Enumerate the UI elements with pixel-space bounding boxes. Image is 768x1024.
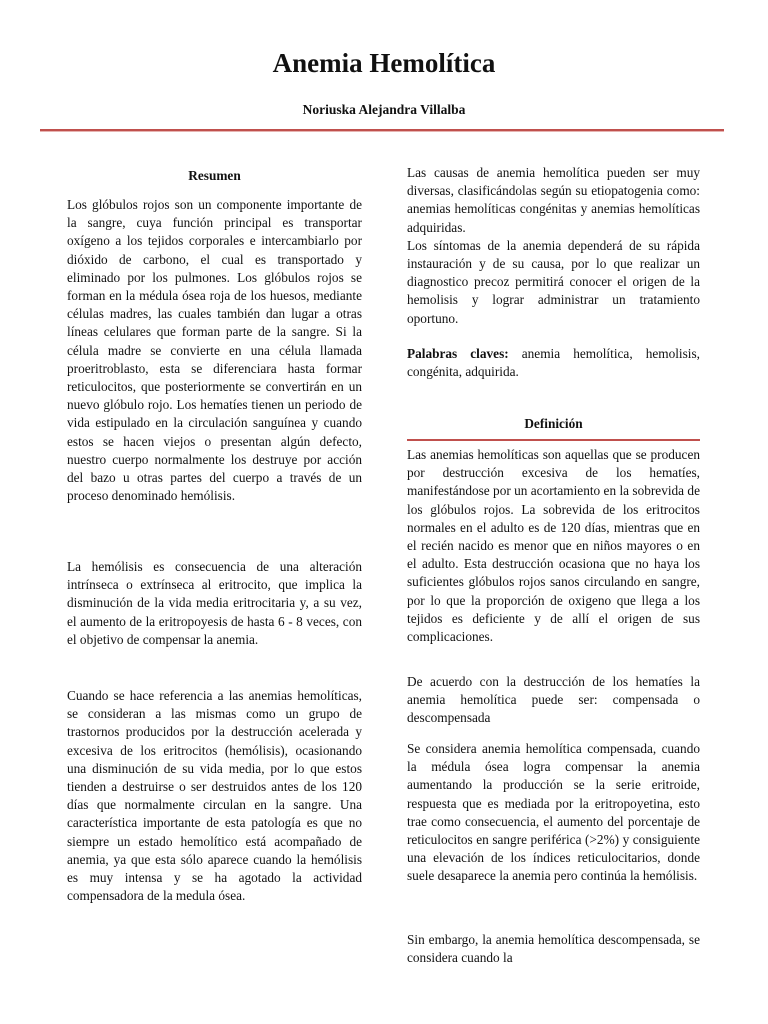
definicion-paragraph-3: Se considera anemia hemolítica compensada, cuando la médula ósea logra compensar la anemia aumentando la producción se la serie eritroide, respuesta que es mediada por la eritropoyetina, esto trae como consecuencia, el aumento del porcentaje de reticulocitos en sangre periférica (>2%) y consiguiente una elevación de los índices reticulocitarios, donde suele desaparece la anemia pero continúa la hemólisis. <box>407 741 700 884</box>
symptoms-paragraph: Los síntomas de la anemia dependerá de su rápida instauración y de su causa, por lo que realizar un diagnostico precoz permitirá conocer el origen de la hemolisis y lograr administrar un tratamiento oportuno. <box>407 237 700 326</box>
section-heading-resumen: Resumen <box>188 168 241 183</box>
definicion-paragraph-4: Sin embargo, la anemia hemolítica descompensada, se considera cuando la <box>407 932 700 966</box>
resumen-paragraph-1: Los glóbulos rojos son un componente importante de la sangre, cuya función principal es transportar oxígeno a los tejidos corporales e intercambiarlo por dióxido de carbono, el cual es transportado y eliminado por los pulmones. Los glóbulos rojos se forman en la médula ósea roja de los huesos, mediante células madres, las cuales también dan lugar a otras líneas celulares que forman parte de la sangre. Si la célula madre se convierte en una célula llamada proeritroblasto, esta se diferenciara hasta formar reticulocitos, que posteriormente se convertirán en un nuevo glóbulo rojo. Los hematíes tienen un periodo de vida estipulado en la circulación sanguínea y cuando estos se hacen viejos o presentan algún defecto, nuestro cuerpo normalmente los destruye por acción del bazo u otras partes del cuerpo a través de un proceso denominado hemólisis. <box>67 197 362 504</box>
definicion-paragraph-2: De acuerdo con la destrucción de los hematíes la anemia hemolítica puede ser: compensada o descompensada <box>407 674 700 726</box>
document-title: Anemia Hemolítica <box>272 48 496 78</box>
keywords-line <box>407 345 700 381</box>
author-name: Noriuska Alejandra Villalba <box>302 102 466 117</box>
keywords-text: anemia hemolítica, hemolisis, congénita, adquirida. <box>407 346 700 380</box>
resumen-paragraph-2: La hemólisis es consecuencia de una alteración intrínseca o extrínseca al eritrocito, que implica la disminución de la vida media eritrocitaria y, a su vez, el aumento de la eritropoyesis de hasta 6 - 8 veces, con el objetivo de compensar la anemia. <box>67 559 362 647</box>
resumen-paragraph-3: Cuando se hace referencia a las anemias hemolíticas, se consideran a las mismas como un grupo de trastornos producidos por la destrucción acelerada y excesiva de los eritrocitos (hemólisis), ocasionando una disminución de su vida media, por lo que estos tienden a destruirse o ser destruidos antes de los 120 días que normalmente circulan en la sangre. Una característica importante de esta patología es que no siempre un estado hemolítico está acompañado de anemia, ya que esta sólo aparece cuando la hemólisis es muy intensa y se ha agotado la actividad compensadora de la medula ósea. <box>67 688 362 904</box>
causes-paragraph: Las causas de anemia hemolítica pueden ser muy diversas, clasificándolas según su etiopatogenia como: anemias hemolíticas congénitas y anemias hemolíticas adquiridas. <box>407 165 700 235</box>
title-divider <box>40 129 724 132</box>
keywords-label: Palabras claves: <box>407 346 509 361</box>
definicion-paragraph-1: Las anemias hemolíticas son aquellas que se producen por destrucción excesiva de los hematíes, manifestándose por un acortamiento en la sobrevida de los glóbulos rojos. La sobrevida de los eritrocitos normales en el adulto es de 120 días, mientras que en el recién nacido es menor que en niños mayores o en el adulto. Esta destrucción ocasiona que no haya los suficientes glóbulos rojos sanos circulando en sangre, por lo que la proporción de oxigeno que llega a los tejidos es deficiente y de allí el origen de sus complicaciones. <box>407 447 700 645</box>
section-heading-definicion: Definición <box>524 416 583 431</box>
definicion-divider <box>407 439 700 441</box>
